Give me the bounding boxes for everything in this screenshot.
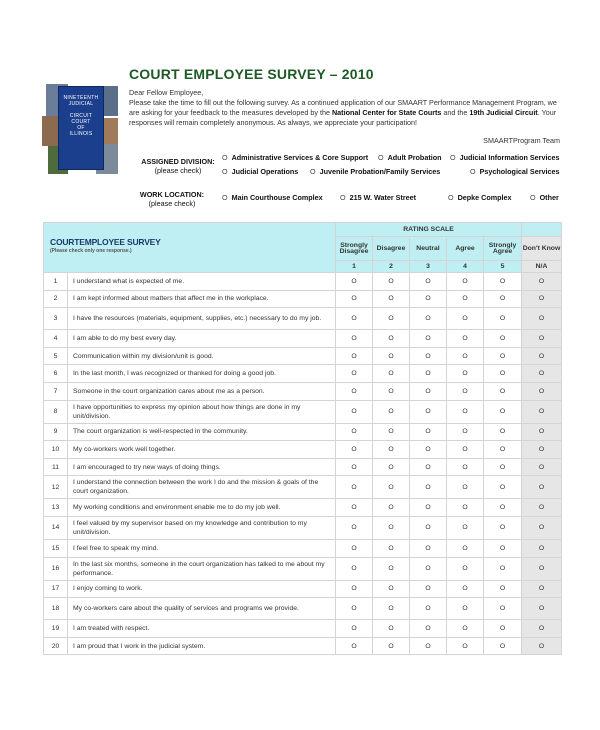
question-number: 2 bbox=[44, 290, 68, 308]
question-number: 13 bbox=[44, 499, 68, 517]
question-number: 15 bbox=[44, 539, 68, 557]
rating-radio-icon[interactable]: O bbox=[522, 330, 562, 348]
question-text: Communication within my division/unit is good. bbox=[68, 347, 336, 365]
rating-radio-icon[interactable]: O bbox=[484, 365, 522, 383]
question-number: 10 bbox=[44, 441, 68, 459]
signoff: SMAARTProgram Team bbox=[483, 136, 560, 145]
rating-radio-icon[interactable]: O bbox=[336, 382, 373, 400]
court-logo-collage bbox=[42, 80, 118, 176]
rating-radio-icon[interactable]: O bbox=[484, 620, 522, 638]
rating-radio-icon[interactable]: O bbox=[484, 476, 522, 499]
rating-column-number: 3 bbox=[410, 261, 447, 273]
division-option-psych[interactable]: O Psychological Services bbox=[470, 167, 560, 176]
question-number: 4 bbox=[44, 330, 68, 348]
rating-radio-icon[interactable]: O bbox=[410, 580, 447, 598]
rating-radio-icon[interactable]: O bbox=[336, 476, 373, 499]
rating-radio-icon[interactable]: O bbox=[522, 637, 562, 655]
rating-radio-icon[interactable]: O bbox=[373, 598, 410, 620]
rating-radio-icon[interactable]: O bbox=[336, 539, 373, 557]
rating-radio-icon[interactable]: O bbox=[447, 382, 484, 400]
rating-radio-icon[interactable]: O bbox=[410, 458, 447, 476]
rating-radio-icon[interactable]: O bbox=[336, 273, 373, 291]
question-number: 9 bbox=[44, 423, 68, 441]
question-text: I enjoy coming to work. bbox=[68, 580, 336, 598]
rating-radio-icon[interactable]: O bbox=[522, 476, 562, 499]
question-number: 16 bbox=[44, 557, 68, 580]
rating-radio-icon[interactable]: O bbox=[373, 400, 410, 423]
question-text: My co-workers care about the quality of services and programs we provide. bbox=[68, 598, 336, 620]
table-row bbox=[44, 499, 562, 517]
rating-radio-icon[interactable]: O bbox=[484, 400, 522, 423]
rating-radio-icon[interactable]: O bbox=[447, 330, 484, 348]
question-text: I am kept informed about matters that affect me in the workplace. bbox=[68, 290, 336, 308]
question-text: My working conditions and environment enable me to do my job well. bbox=[68, 499, 336, 517]
rating-radio-icon[interactable]: O bbox=[410, 308, 447, 330]
question-text: I feel free to speak my mind. bbox=[68, 539, 336, 557]
rating-column-number: 2 bbox=[373, 261, 410, 273]
question-text: I have the resources (materials, equipment, supplies, etc.) necessary to do my job. bbox=[68, 308, 336, 330]
intro-text: Dear Fellow Employee, Please take the time to fill out the following survey. As a continued application of our SMAART Performance Management Program, we are asking for your feedback to the measures developed by the National Center for State Courts and the 19th Judicial Circuit. Your responses will remain completely anonymous. As always, we appreciate your participation! bbox=[129, 88, 557, 127]
rating-radio-icon[interactable]: O bbox=[410, 557, 447, 580]
rating-radio-icon[interactable]: O bbox=[447, 400, 484, 423]
question-text: I feel valued by my supervisor based on my knowledge and contribution to my unit/division. bbox=[68, 516, 336, 539]
rating-radio-icon[interactable]: O bbox=[410, 441, 447, 459]
rating-column-header: Neutral bbox=[410, 237, 447, 261]
table-row bbox=[44, 330, 562, 348]
rating-column-number: 4 bbox=[447, 261, 484, 273]
question-number: 1 bbox=[44, 273, 68, 291]
rating-radio-icon[interactable]: O bbox=[336, 423, 373, 441]
rating-radio-icon[interactable]: O bbox=[484, 308, 522, 330]
question-number: 5 bbox=[44, 347, 68, 365]
rating-radio-icon[interactable]: O bbox=[522, 539, 562, 557]
rating-radio-icon[interactable]: O bbox=[373, 365, 410, 383]
question-number: 11 bbox=[44, 458, 68, 476]
rating-radio-icon[interactable]: O bbox=[522, 620, 562, 638]
rating-radio-icon[interactable]: O bbox=[410, 499, 447, 517]
table-row bbox=[44, 637, 562, 655]
rating-column-header: Strongly Disagree bbox=[336, 237, 373, 261]
rating-radio-icon[interactable]: O bbox=[484, 598, 522, 620]
rating-radio-icon[interactable]: O bbox=[410, 516, 447, 539]
table-row bbox=[44, 308, 562, 330]
question-number: 20 bbox=[44, 637, 68, 655]
rating-radio-icon[interactable]: O bbox=[522, 458, 562, 476]
division-option-juvenile[interactable]: O Juvenile Probation/Family Services bbox=[310, 167, 441, 176]
table-row bbox=[44, 423, 562, 441]
rating-radio-icon[interactable]: O bbox=[522, 516, 562, 539]
table-row bbox=[44, 382, 562, 400]
rating-radio-icon[interactable]: O bbox=[484, 290, 522, 308]
table-row bbox=[44, 290, 562, 308]
rating-column-header: Agree bbox=[447, 237, 484, 261]
rating-radio-icon[interactable]: O bbox=[522, 499, 562, 517]
rating-radio-icon[interactable]: O bbox=[336, 347, 373, 365]
division-option-judicial-info[interactable]: O Judicial Information Services bbox=[450, 153, 560, 162]
rating-radio-icon[interactable]: O bbox=[373, 539, 410, 557]
rating-radio-icon[interactable]: O bbox=[410, 330, 447, 348]
rating-radio-icon[interactable]: O bbox=[336, 290, 373, 308]
rating-radio-icon[interactable]: O bbox=[373, 620, 410, 638]
location-option-main[interactable]: O Main Courthouse Complex bbox=[222, 193, 323, 202]
rating-radio-icon[interactable]: O bbox=[522, 441, 562, 459]
survey-table bbox=[43, 222, 562, 655]
question-number: 3 bbox=[44, 308, 68, 330]
rating-radio-icon[interactable]: O bbox=[410, 637, 447, 655]
question-text: Someone in the court organization cares about me as a person. bbox=[68, 382, 336, 400]
question-text: I understand the connection between the work I do and the mission & goals of the court organization. bbox=[68, 476, 336, 499]
rating-radio-icon[interactable]: O bbox=[336, 458, 373, 476]
rating-radio-icon[interactable]: O bbox=[522, 423, 562, 441]
rating-radio-icon[interactable]: O bbox=[336, 400, 373, 423]
table-row bbox=[44, 441, 562, 459]
rating-radio-icon[interactable]: O bbox=[484, 458, 522, 476]
location-option-depke[interactable]: O Depke Complex bbox=[448, 193, 512, 202]
rating-radio-icon[interactable]: O bbox=[522, 580, 562, 598]
rating-radio-icon[interactable]: O bbox=[373, 557, 410, 580]
rating-column-header: Strongly Agree bbox=[484, 237, 522, 261]
rating-radio-icon[interactable]: O bbox=[336, 441, 373, 459]
rating-radio-icon[interactable]: O bbox=[373, 441, 410, 459]
rating-radio-icon[interactable]: O bbox=[447, 441, 484, 459]
rating-radio-icon[interactable]: O bbox=[336, 598, 373, 620]
rating-radio-icon[interactable]: O bbox=[447, 423, 484, 441]
division-option-adult-probation[interactable]: O Adult Probation bbox=[378, 153, 442, 162]
question-text: I am able to do my best every day. bbox=[68, 330, 336, 348]
rating-radio-icon[interactable]: O bbox=[336, 516, 373, 539]
court-seal-icon: NINETEENTH JUDICIAL CIRCUIT COURT OF ILLINOIS bbox=[58, 86, 104, 170]
rating-radio-icon[interactable]: O bbox=[484, 637, 522, 655]
survey-table-title: COURTEMPLOYEE SURVEY (Please check only one response.) bbox=[44, 223, 336, 273]
rating-radio-icon[interactable]: O bbox=[484, 557, 522, 580]
question-number: 18 bbox=[44, 598, 68, 620]
rating-radio-icon[interactable]: O bbox=[447, 580, 484, 598]
rating-radio-icon[interactable]: O bbox=[410, 598, 447, 620]
rating-radio-icon[interactable]: O bbox=[447, 557, 484, 580]
rating-radio-icon[interactable]: O bbox=[336, 580, 373, 598]
rating-radio-icon[interactable]: O bbox=[373, 290, 410, 308]
rating-radio-icon[interactable]: O bbox=[373, 308, 410, 330]
question-text: I have opportunities to express my opinion about how things are done in my unit/division. bbox=[68, 400, 336, 423]
rating-radio-icon[interactable]: O bbox=[410, 365, 447, 383]
rating-radio-icon[interactable]: O bbox=[410, 290, 447, 308]
rating-radio-icon[interactable]: O bbox=[447, 308, 484, 330]
question-text: My co-workers work well together. bbox=[68, 441, 336, 459]
division-option-judicial-ops[interactable]: O Judicial Operations bbox=[222, 167, 299, 176]
rating-radio-icon[interactable]: O bbox=[447, 476, 484, 499]
rating-column-header: Don't Know bbox=[522, 237, 562, 261]
rating-radio-icon[interactable]: O bbox=[447, 620, 484, 638]
table-row bbox=[44, 598, 562, 620]
rating-radio-icon[interactable]: O bbox=[447, 365, 484, 383]
rating-radio-icon[interactable]: O bbox=[522, 400, 562, 423]
question-number: 8 bbox=[44, 400, 68, 423]
rating-radio-icon[interactable]: O bbox=[447, 637, 484, 655]
rating-radio-icon[interactable]: O bbox=[447, 516, 484, 539]
rating-radio-icon[interactable]: O bbox=[373, 423, 410, 441]
rating-column-number: 5 bbox=[484, 261, 522, 273]
rating-radio-icon[interactable]: O bbox=[336, 330, 373, 348]
rating-radio-icon[interactable]: O bbox=[484, 423, 522, 441]
rating-radio-icon[interactable]: O bbox=[373, 382, 410, 400]
question-number: 7 bbox=[44, 382, 68, 400]
rating-radio-icon[interactable]: O bbox=[336, 557, 373, 580]
rating-radio-icon[interactable]: O bbox=[373, 516, 410, 539]
rating-radio-icon[interactable]: O bbox=[447, 598, 484, 620]
rating-radio-icon[interactable]: O bbox=[522, 308, 562, 330]
rating-radio-icon[interactable]: O bbox=[410, 400, 447, 423]
question-number: 6 bbox=[44, 365, 68, 383]
rating-radio-icon[interactable]: O bbox=[522, 598, 562, 620]
rating-radio-icon[interactable]: O bbox=[484, 516, 522, 539]
rating-radio-icon[interactable]: O bbox=[522, 273, 562, 291]
table-row bbox=[44, 273, 562, 291]
table-row bbox=[44, 476, 562, 499]
rating-radio-icon[interactable]: O bbox=[522, 365, 562, 383]
question-text: I am treated with respect. bbox=[68, 620, 336, 638]
table-row bbox=[44, 365, 562, 383]
rating-scale-spacer bbox=[522, 223, 562, 237]
table-row bbox=[44, 347, 562, 365]
question-text: I am proud that I work in the judicial system. bbox=[68, 637, 336, 655]
rating-column-number: 1 bbox=[336, 261, 373, 273]
question-text: I understand what is expected of me. bbox=[68, 273, 336, 291]
rating-radio-icon[interactable]: O bbox=[484, 330, 522, 348]
rating-radio-icon[interactable]: O bbox=[410, 382, 447, 400]
rating-radio-icon[interactable]: O bbox=[410, 347, 447, 365]
division-label: ASSIGNED DIVISION: (please check) bbox=[141, 157, 215, 175]
rating-radio-icon[interactable]: O bbox=[373, 580, 410, 598]
location-option-water-street[interactable]: O 215 W. Water Street bbox=[340, 193, 417, 202]
rating-radio-icon[interactable]: O bbox=[484, 539, 522, 557]
rating-radio-icon[interactable]: O bbox=[336, 365, 373, 383]
rating-radio-icon[interactable]: O bbox=[373, 347, 410, 365]
rating-radio-icon[interactable]: O bbox=[373, 637, 410, 655]
rating-radio-icon[interactable]: O bbox=[447, 347, 484, 365]
table-row bbox=[44, 539, 562, 557]
table-row bbox=[44, 516, 562, 539]
rating-radio-icon[interactable]: O bbox=[484, 273, 522, 291]
question-number: 12 bbox=[44, 476, 68, 499]
rating-radio-icon[interactable]: O bbox=[373, 273, 410, 291]
rating-radio-icon[interactable]: O bbox=[410, 620, 447, 638]
rating-radio-icon[interactable]: O bbox=[484, 441, 522, 459]
rating-radio-icon[interactable]: O bbox=[484, 499, 522, 517]
question-number: 14 bbox=[44, 516, 68, 539]
table-row bbox=[44, 458, 562, 476]
rating-radio-icon[interactable]: O bbox=[447, 458, 484, 476]
rating-radio-icon[interactable]: O bbox=[410, 273, 447, 291]
rating-radio-icon[interactable]: O bbox=[522, 382, 562, 400]
rating-column-number: N/A bbox=[522, 261, 562, 273]
rating-radio-icon[interactable]: O bbox=[373, 458, 410, 476]
rating-radio-icon[interactable]: O bbox=[447, 273, 484, 291]
rating-radio-icon[interactable]: O bbox=[522, 347, 562, 365]
rating-radio-icon[interactable]: O bbox=[447, 290, 484, 308]
question-text: The court organization is well-respected in the community. bbox=[68, 423, 336, 441]
table-row bbox=[44, 557, 562, 580]
rating-scale-header: RATING SCALE bbox=[336, 223, 522, 237]
rating-radio-icon[interactable]: O bbox=[373, 330, 410, 348]
question-text: In the last six months, someone in the court organization has talked to me about my performance. bbox=[68, 557, 336, 580]
division-option-admin[interactable]: O Administrative Services & Core Support bbox=[222, 153, 369, 162]
table-row bbox=[44, 580, 562, 598]
rating-radio-icon[interactable]: O bbox=[336, 308, 373, 330]
rating-radio-icon[interactable]: O bbox=[484, 382, 522, 400]
rating-column-header: Disagree bbox=[373, 237, 410, 261]
location-label: WORK LOCATION: (please check) bbox=[139, 190, 205, 208]
rating-radio-icon[interactable]: O bbox=[373, 476, 410, 499]
rating-radio-icon[interactable]: O bbox=[522, 290, 562, 308]
rating-radio-icon[interactable]: O bbox=[410, 539, 447, 557]
rating-radio-icon[interactable]: O bbox=[336, 499, 373, 517]
location-option-other[interactable]: O Other bbox=[530, 193, 559, 202]
rating-radio-icon[interactable]: O bbox=[410, 423, 447, 441]
question-number: 19 bbox=[44, 620, 68, 638]
rating-radio-icon[interactable]: O bbox=[484, 347, 522, 365]
rating-radio-icon[interactable]: O bbox=[410, 476, 447, 499]
rating-radio-icon[interactable]: O bbox=[484, 580, 522, 598]
page-title: COURT EMPLOYEE SURVEY – 2010 bbox=[129, 66, 374, 82]
rating-radio-icon[interactable]: O bbox=[373, 499, 410, 517]
rating-radio-icon[interactable]: O bbox=[522, 557, 562, 580]
rating-radio-icon[interactable]: O bbox=[447, 499, 484, 517]
table-row bbox=[44, 400, 562, 423]
rating-radio-icon[interactable]: O bbox=[336, 637, 373, 655]
question-text: In the last month, I was recognized or thanked for doing a good job. bbox=[68, 365, 336, 383]
rating-radio-icon[interactable]: O bbox=[336, 620, 373, 638]
rating-radio-icon[interactable]: O bbox=[447, 539, 484, 557]
question-text: I am encouraged to try new ways of doing things. bbox=[68, 458, 336, 476]
table-row bbox=[44, 620, 562, 638]
question-number: 17 bbox=[44, 580, 68, 598]
